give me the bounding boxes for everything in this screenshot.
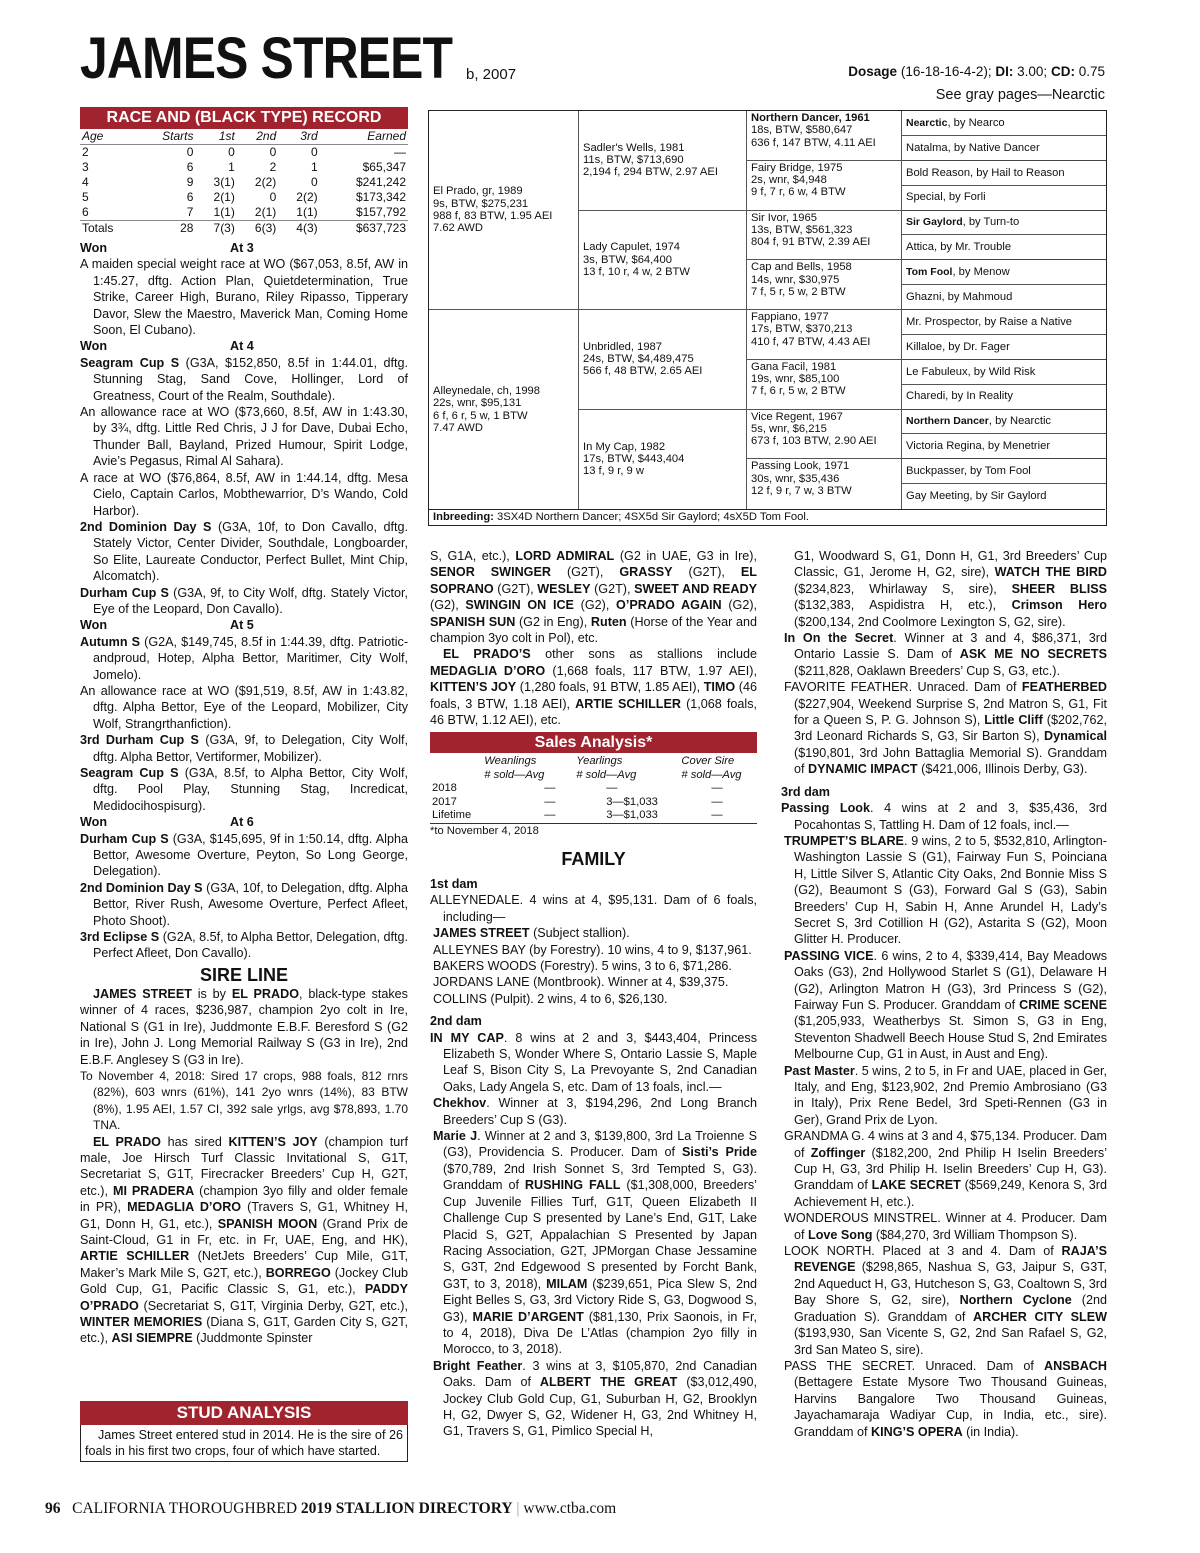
pedigree-gen4: Sir Gaylord, by Turn-to <box>902 211 1106 236</box>
race-cell: 0 <box>269 190 277 204</box>
pedigree-gen4: Northern Dancer, by Nearctic <box>902 410 1106 435</box>
sire-dam-name: Fappiano, 1977 <box>751 311 829 323</box>
pedigree-gen1: Alleynedale, ch, 1998 22s, wnr, $95,131 6 f, 6 r, 5 w, 1 BTW 7.47 AWD <box>429 310 579 509</box>
sales-col-header: # sold—Avg <box>576 768 637 781</box>
race-cell: $65,347 <box>362 160 406 174</box>
race-col-header: 1st <box>195 129 236 145</box>
pedigree-gen4: Tom Fool, by Menow <box>902 260 1106 285</box>
race-cell: 3(1) <box>213 175 235 189</box>
sales-analysis: Sales Analysis* Weanlings Yearlings Cover Sire # sold—Avg # sold—Avg # sold—Avg 2018 — — — 2017 — 3—$1,033 — Lifetime — 3—$1,033 — *to November 4, 2018 <box>430 732 757 838</box>
sales-cell: 3—$1,033 <box>606 809 658 822</box>
race-cell: 4(3) <box>278 221 319 237</box>
race-totals-row <box>80 221 408 237</box>
pedigree-gen3: Northern Dancer, 1961 18s, BTW, $580,647 636 f, 147 BTW, 4.11 AEI <box>747 111 902 161</box>
stud-analysis: STUD ANALYSIS James Street entered stud in 2014. He is the sire of 26 foals in his first two crops, four of which have started. <box>80 1401 408 1462</box>
race-col-header: 3rd <box>278 129 319 145</box>
pedigree-gen4: Natalma, by Native Dancer <box>902 136 1106 161</box>
sales-col-header: Cover Sire <box>681 755 735 768</box>
race-cell: $157,792 <box>355 205 406 219</box>
pedigree-gen4: Bold Reason, by Hail to Reason <box>902 161 1106 186</box>
sales-col-header: Weanlings <box>484 755 537 768</box>
sire-line-heading: SIRE LINE <box>199 964 288 985</box>
race-col-header: Earned <box>320 129 408 145</box>
race-row <box>80 205 408 221</box>
race-cell: 0 <box>228 145 235 159</box>
won-at-6: Won At 6 <box>80 815 254 830</box>
race-cell: 2(2) <box>254 175 277 189</box>
sire-dam-name: Passing Look, 1971 <box>751 460 850 473</box>
race-row <box>80 190 408 205</box>
won-at-3: Won At 3 <box>80 241 254 255</box>
pedigree-chart <box>428 110 1107 526</box>
race-cell: — <box>394 145 406 159</box>
race-cell: 1 <box>310 160 318 174</box>
race-cell: 6 <box>82 205 89 219</box>
race-col-header: Age <box>80 129 138 145</box>
race-cell: 2 <box>269 160 277 174</box>
race-cell: $173,342 <box>355 190 406 204</box>
sales-row <box>430 809 757 823</box>
sales-cell: — <box>606 782 618 795</box>
sales-cell: — <box>711 809 723 822</box>
sales-row <box>430 796 757 810</box>
gray-pages-note: See gray pages—Nearctic <box>935 87 1105 103</box>
race-row <box>80 175 408 190</box>
pedigree-gen3: Fappiano, 1977 17s, BTW, $370,213 410 f, 47 BTW, 4.43 AEI <box>747 310 902 360</box>
page-title: JAMES STREET <box>80 26 453 91</box>
sire-dam-name: Vice Regent, 1967 <box>751 410 843 423</box>
pedigree-gen3: Sir Ivor, 1965 13s, BTW, $561,323 804 f, 91 BTW, 2.39 AEI <box>747 211 902 261</box>
race-cell: 2(1) <box>213 190 235 204</box>
sales-cell: 2018 <box>432 782 457 795</box>
pedigree-gen3: Passing Look, 1971 30s, wnr, $35,436 12 f, 9 r, 7 w, 3 BTW <box>747 459 902 509</box>
race-cell: 9 <box>186 175 194 189</box>
race-cell: 7 <box>186 205 194 219</box>
sales-cell: 2017 <box>432 795 457 808</box>
pedigree-gen3: Cap and Bells, 1958 14s, wnr, $30,975 7 f, 5 r, 5 w, 2 BTW <box>747 260 902 310</box>
pedigree-gen4: Attica, by Mr. Trouble <box>902 235 1106 260</box>
race-cell: 1(1) <box>296 205 318 219</box>
sales-col-header <box>430 769 484 783</box>
sales-col-header: Yearlings <box>576 755 623 768</box>
middle-column: S, G1A, etc.), LORD ADMIRAL (G2 in UAE, G3 in Ire), SENOR SWINGER (G2T), GRASSY (G2T), EL SOPRANO (G2T), WESLEY (G2T), SWEET AND READY (G2), SWINGIN ON ICE (G2), O’PRADO AGAIN (G2), SPANISH SUN (G2 in Eng), Ruten (Horse of the Year and champion 3yo colt in Pol), etc. EL PRADO’S other sons as stallions include MEDAGLIA D’ORO (1,668 foals, 117 BTW, 1.97 AEI), KITTEN’S JOY (1,280 foals, 91 BTW, 1.85 AEI), TIMO (46 foals, 3 BTW, 1.18 AEI), ARTIE SCHILLER (1,068 foals, 46 BTW, 1.12 AEI), etc. Sales Analysis* Weanlings Yearlings Cover Sire # sold—Avg # sold—Avg # sold—Avg 2018 — — — 2017 — 3—$1,033 — Lifetime — 3—$1,033 — *to November 4, 2018 FAMILY 1st dam ALLEYNEDALE. 4 wins at 4, $95,131. Dam of 6 foals, including— JAMES STREET (Subject stallion). ALLEYNES BAY (by Forestry). 10 wins, 4 to 9, $137,961. BAKERS WOODS (Forestry). 5 wins, 3 to 6, $71,286. JORDANS LANE (Montbrook). Winner at 4, $39,375. COLLINS (Pulpit). 2 wins, 4 to 6, $26,130. 2nd dam IN MY CAP. 8 wins at 2 and 3, $443,404, Princess Elizabeth S, Wonder Where S, Ontario Lassie S, Maple Leaf S, Bison City S, La Prevoyante S, 2nd Canadian Oaks, Lady Angela S, etc. Dam of 13 foals, incl.— Chekhov. Winner at 3, $194,296, 2nd Long Branch Breeders’ Cup S (G3). Marie J. Winner at 2 and 3, $139,800, 3rd La Troienne S (G3), Providencia S. Producer. Dam of Sisti’s Pride ($70,789, 2nd Irish Sonnet S, 3rd Tempted S, G3). Granddam of RUSHING FALL ($1,308,000, Breeders’ Cup Juvenile Fillies Turf, G1T, Queen Elizabeth II Challenge Cup S presented by Lane’s End, G1T, Lake Placid S, G2T, Appalachian S Presented by Japan Racing Association, G2T, JPMorgan Chase Jessamine S, G3T, 2nd Edgewood S presented by Forcht Bank, G3T, to 3, 2018), MILAM ($239,651, Pica Slew S, 2nd Eight Belles S, G3, 3rd Victory Ride S, G3, Dogwood S, G3), MARIE D’ARGENT ($81,130, Prix Saonois, in Fr, to 4, 2018), Diva De L’Atlas (champion 2yo filly in Morocco, to 3, 2018). Bright Feather. 3 wins at 3, $105,870, 2nd Canadian Oaks. Dam of ALBERT THE GREAT ($3,012,490, Jockey Club Gold Cup, G1, Suburban H, G2, Brooklyn H, G2, Dwyer S, G2, Widener H, G3, 2nd Whitney H, G1, Travers S, G1, Pimlico Special H, <box>430 549 758 1439</box>
won-at-4: Won At 4 <box>80 339 254 354</box>
race-cell: 2(2) <box>296 190 318 204</box>
race-cell: 1 <box>228 160 235 174</box>
sales-cell: — <box>711 795 723 808</box>
left-column: RACE AND (BLACK TYPE) RECORD Age Starts 1st 2nd 3rd Earned 2 0 0 0 0 — 3 6 1 2 1 $65,347 4 9 3(1) 2(2) 0 $241,242 5 6 2(1) 0 2(2) $173,342 6 7 1(1) 2(1) 1(1) $157,792 Totals 28 7(3) 6(3) 4(3) $637,723 Won At 3 A maiden special weight race at WO ($67,053, 8.5f, AW in 1:45.27, dftg. Action Plan, Quietdetermination, True Strike, Career High, Burano, Riley Ripasso, Tipperary Davor, Slew the Maestro, Maverick Man, Coming Home Soon, El Cubano). Won At 4 Seagram Cup S (G3A, $152,850, 8.5f in 1:44.01, dftg. Stunning Stag, Sand Cove, Hollinger, Lord of Greatness, Court of the Realm, Southdale). An allowance race at WO ($73,660, 8.5f, AW in 1:43.30, by 3¾, dftg. Little Red Chris, J J for Dave, Dubai Echo, Thunder Ball, Bayland, Prized Humour, Spirit Lodge, Avie’s Pegasus, Rimal Al Sahara). A race at WO ($76,864, 8.5f, AW in 1:44.14, dftg. Mesa Cielo, Captain Carlos, Mobthewarrior, D’s Wando, Cold Harbor). 2nd Dominion Day S (G3A, 10f, to Don Cavallo, dftg. Stately Victor, Center Divider, Southdale, Longboarder, So Elite, Laureate Conductor, Perfect Bullet, Mint Chip, Alcomatch). Durham Cup S (G3A, 9f, to City Wolf, dftg. Stately Victor, Eye of the Leopard, Don Cavallo). Won At 5 Autumn S (G2A, $149,745, 8.5f in 1:44.39, dftg. Patrioticandproud, Hotep, Alpha Bettor, Maritimer, City Wolf, Jomelo). An allowance race at WO ($91,519, 8.5f, AW in 1:43.82, dftg. Alpha Bettor, Eye of the Leopard, Mobilizer, City Wolf, Strangrthanfiction). 3rd Durham Cup S (G3A, 9f, to Delegation, City Wolf, dftg. Alpha Bettor, Vertiformer, Mobilizer). Seagram Cup S (G3A, 8.5f, to Alpha Bettor, City Wolf, dftg. Pool Play, Stunning Stag, Incredicat, Medidocihospisurg). Won At 6 Durham Cup S (G3A, $145,695, 9f in 1:50.14, dftg. Alpha Bettor, Awesome Overture, Peyton, So Long George, Delegation). 2nd Dominion Day S (G3A, 10f, to Delegation, dftg. Alpha Bettor, River Rush, Awesome Overture, Perfect Afleet, Photo Shoot). 3rd Eclipse S (G2A, 8.5f, to Alpha Bettor, Delegation, dftg. Perfect Afleet, Don Cavallo). SIRE LINE JAMES STREET is by EL PRADO, black-type stakes winner of 4 races, $236,987, champion 2yo colt in Ire, National S (G1 in Ire), Juddmonte E.B.F. Beresford S (G2 in Ire), John J. Long Memorial Railway S (G3 in Ire), 2nd E.B.F. Anglesey S (G3 in Ire). To November 4, 2018: Sired 17 crops, 988 foals, 812 rnrs (82%), 603 wnrs (61%), 141 2yo wnrs (14%), 83 BTW (8%), 1.95 AEI, 1.57 CI, 392 sale yrlgs, avg $78,893, 1.70 TNA. EL PRADO has sired KITTEN’S JOY (champion turf male, Joe Hirsch Turf Classic Invitational S, G1T, Secretariat S, G1T, Firecracker Breeders’ Cup H, G2T, etc.), MI PRADERA (champion 3yo filly and older female in PR), MEDAGLIA D’ORO (Travers S, G1, Whitney H, G1, Donn H, G1, etc.), SPANISH MOON (Grand Prix de Saint-Cloud, G1 in Fr, etc. in Fr, UAE, Eng, and HK), ARTIE SCHILLER (NetJets Breeders’ Cup Mile, G1T, Maker’s Mark Mile S, G2T, etc.), BORREGO (Jockey Club Gold Cup, G1, Pacific Classic S, G1, etc.), PADDY O’PRADO (Secretariat S, G1T, Virginia Derby, G2T, etc.), WINTER MEMORIES (Diana S, G1T, Garden City S, G2T, etc.), ASI SIEMPRE (Juddmonte Spinster <box>80 109 409 1346</box>
sales-col-header: # sold—Avg <box>681 768 742 781</box>
race-cell: 0 <box>310 175 318 189</box>
sire-dam-name: Sir Ivor, 1965 <box>751 211 817 224</box>
pedigree-gen4: Nearctic, by Nearco <box>902 111 1106 136</box>
race-cell: 3 <box>82 160 89 174</box>
sales-col-header <box>430 755 484 769</box>
race-col-header: 2nd <box>237 129 278 145</box>
sales-row <box>430 782 757 796</box>
sales-cell: — <box>711 782 723 795</box>
race-cell: 6 <box>186 190 194 204</box>
pedigree-gen2: Lady Capulet, 1974 3s, BTW, $64,400 13 f, 10 r, 4 w, 2 BTW <box>579 211 747 311</box>
race-cell: 28 <box>138 221 196 237</box>
sales-col-header: # sold—Avg <box>484 768 545 781</box>
pedigree-gen3: Vice Regent, 1967 5s, wnr, $6,215 673 f, 103 BTW, 2.90 AEI <box>747 410 902 460</box>
page-footer: 96 CALIFORNIA THOROUGHBRED 2019 STALLION DIRECTORY | www.ctba.com <box>45 1500 617 1517</box>
pedigree-gen3: Fairy Bridge, 1975 2s, wnr, $4,948 9 f, 7 r, 6 w, 4 BTW <box>747 161 902 211</box>
pedigree-gen1: El Prado, gr, 1989 9s, BTW, $275,231 988 f, 83 BTW, 1.95 AEI 7.62 AWD <box>429 111 579 310</box>
pedigree-gen4: Charedi, by In Reality <box>902 385 1106 410</box>
sire-dam-name: Gana Facil, 1981 <box>751 360 837 373</box>
sales-cell: — <box>544 809 556 822</box>
pedigree-gen4: Le Fabuleux, by Wild Risk <box>902 360 1106 385</box>
race-col-header: Starts <box>138 129 196 145</box>
race-cell: 2(1) <box>254 205 277 219</box>
race-cell: Totals <box>80 221 138 237</box>
race-cell: 4 <box>82 175 89 189</box>
pedigree-gen3: Gana Facil, 1981 19s, wnr, $85,100 7 f, 6 r, 5 w, 2 BTW <box>747 360 902 410</box>
race-row <box>80 160 408 175</box>
pedigree-gen4: Special, by Forli <box>902 186 1106 211</box>
family-heading: FAMILY <box>561 848 626 869</box>
pedigree-gen4: Victoria Regina, by Menetrier <box>902 434 1106 459</box>
sales-cell: — <box>544 782 556 795</box>
sire-dam-name: Northern Dancer, 1961 <box>751 112 870 124</box>
race-cell: 5 <box>82 190 89 204</box>
race-cell: 6 <box>186 160 194 174</box>
pedigree-gen4: Killaloe, by Dr. Fager <box>902 335 1106 360</box>
subtitle: b, 2007 <box>466 66 517 83</box>
race-cell: $637,723 <box>320 221 408 237</box>
sire-dam-name: Fairy Bridge, 1975 <box>751 161 843 174</box>
right-column: G1, Woodward S, G1, Donn H, G1, 3rd Breeders’ Cup Classic, G1, Jerome H, G2, sire), WATCH THE BIRD ($234,823, Whirlaway S, sire), SHEER BLISS ($132,383, Aspidistra H, etc.), Crimson Hero ($200,134, 2nd Coolmore Lexington S, G2, sire). In On the Secret. Winner at 3 and 4, $86,371, 3rd Ontario Lassie S. Dam of ASK ME NO SECRETS ($211,828, Oaklawn Breeders’ Cup S, G3, etc.). FAVORITE FEATHER. Unraced. Dam of FEATHERBED ($227,904, Weekend Surprise S, 2nd Matron S, G1, Fit for a Queen S, P. G. Johnson S), Little Cliff ($202,762, 3rd Leonard Richards S, G3, Sir Barton S), Dynamical ($190,801, 3rd John Battaglia Memorial S). Granddam of DYNAMIC IMPACT ($421,006, Illinois Derby, G3). 3rd dam Passing Look. 4 wins at 2 and 3, $35,436, 3rd Pocahontas S, Tattling H. Dam of 12 foals, incl.— TRUMPET’S BLARE. 9 wins, 2 to 5, $532,810, Arlington-Washington Lassie S (G1), Fairway Fun S, Poinciana H, Little Silver S, Atlantic City Oaks, 2nd Bonnie Miss S (G2), Beaumont S (G3), Forward Gal S (G3), Sabin Breeders’ Cup H, Sabin H, Anne Arundel H, Lady’s Secret S, 3rd Cotillion H (G2), Astarita S (G2), Moon Glitter H. Producer. PASSING VICE. 6 wins, 2 to 4, $339,414, Bay Meadows Oaks (G3), 2nd Hollywood Starlet S (G1), Delaware H (G2), Arlington Matron H (G3), 3rd Princess S (G2), Fairway Fun S. Producer. Granddam of CRIME SCENE ($1,205,933, Weatherbys St. Simon S, G3 in Eng, Steventon Shadwell Beech House Stud S, 2nd Emirates Melbourne Cup, G1 in Aust, in Aust and Eng). Past Master. 5 wins, 2 to 5, in Fr and UAE, placed in Ger, Italy, and Eng, $123,902, 2nd Premio Ambrosiano (G3 in Italy), Prix Rene Bedel, 3rd Speti-Rennen (G3 in Ger), Grand Prix de Lyon. GRANDMA G. 4 wins at 3 and 4, $75,134. Producer. Dam of Zoffinger ($182,200, 2nd Philip H Iselin Breeders’ Cup H, G3, 3rd Philip H. Iselin Breeders’ Cup H, G3). Granddam of LAKE SECRET ($569,249, Kenora S, 3rd Achievement H, etc.). WONDEROUS MINSTREL. Winner at 4. Producer. Dam of Love Song ($84,270, 3rd William Thompson S). LOOK NORTH. Placed at 3 and 4. Dam of RAJA’S REVENGE ($298,865, Nashua S, G3, Jaipur S, G3T, 2nd Aqueduct H, G3, Hutcheson S, G3, Coaltown S, 3rd Bay Shore S, G2, sire), Northern Cyclone (2nd Graduation S). Granddam of ARCHER CITY SLEW ($193,930, San Vicente S, G2, 2nd San Rafael S, G2, 3rd San Mateo S, sire). PASS THE SECRET. Unraced. Dam of ANSBACH (Bettagere Estate Mysore Two Thousand Guineas, Harvins Bangalore Two Thousand Guineas, Jayachamaraja Wadiyar Cup, in India, etc., sire). Granddam of KING’S OPERA (in India). <box>781 549 1108 1439</box>
pedigree-gen4: Gay Meeting, by Sir Gaylord <box>906 490 1047 503</box>
race-cell: 0 <box>186 145 194 159</box>
race-cell: 6(3) <box>237 221 278 237</box>
race-record-header: RACE AND (BLACK TYPE) RECORD <box>80 107 408 129</box>
inbreeding-note: Inbreeding: 3SX4D Northern Dancer; 4SX5d Sir Gaylord; 4sX5D Tom Fool. <box>429 509 1105 525</box>
race-cell: 1(1) <box>213 205 235 219</box>
race-cell: 7(3) <box>195 221 236 237</box>
sire-dam-name: Cap and Bells, 1958 <box>751 261 852 274</box>
pedigree-gen2: Sadler's Wells, 1981 11s, BTW, $713,690 2,194 f, 294 BTW, 2.97 AEI <box>579 111 747 211</box>
pedigree-gen2: In My Cap, 1982 17s, BTW, $443,404 13 f, 9 r, 9 w <box>579 410 747 510</box>
won-at-5: Won At 5 <box>80 618 254 633</box>
pedigree-gen2: Unbridled, 1987 24s, BTW, $4,489,475 566 f, 48 BTW, 2.65 AEI <box>579 310 747 410</box>
race-cell: 2 <box>82 145 89 159</box>
dosage: Dosage (16-18-16-4-2); DI: 3.00; CD: 0.75 <box>848 64 1105 79</box>
sales-cell: — <box>544 795 556 808</box>
sales-cell: 3—$1,033 <box>606 795 658 808</box>
pedigree-gen4: Ghazni, by Mahmoud <box>902 285 1106 310</box>
sales-cell: Lifetime <box>432 809 472 822</box>
race-row <box>80 145 408 161</box>
race-cell: 0 <box>310 145 318 159</box>
race-cell: 0 <box>269 145 277 159</box>
pedigree-gen4: Buckpasser, by Tom Fool <box>902 459 1106 484</box>
pedigree-gen4: Mr. Prospector, by Raise a Native <box>902 310 1106 335</box>
sire-line-text: JAMES STREET is by EL PRADO, black-type stakes winner of 4 races, $236,987, champion 2yo colt in Ire, National S (G1 in Ire), Juddmonte E.B.F. Beresford S (G2 in Ire), John J. Long Memorial Railway S (G3 in Ire), 2nd E.B.F. Anglesey S (G3 in Ire). To November 4, 2018: Sired 17 crops, 988 foals, 812 rnrs (82%), 603 wnrs (61%), 141 2yo wnrs (14%), 83 BTW (8%), 1.95 AEI, 1.57 CI, 392 sale yrlgs, avg $78,893, 1.70 TNA. EL PRADO has sired KITTEN’S JOY (champion turf male, Joe Hirsch Turf Classic Invitational S, G1T, Secretariat S, G1T, Firecracker Breeders’ Cup H, G2T, etc.), MI PRADERA (champion 3yo filly and older female in PR), MEDAGLIA D’ORO (Travers S, G1, Whitney H, G1, Donn H, G1, etc.), SPANISH MOON (Grand Prix de Saint-Cloud, G1 in Fr, etc. in Fr, UAE, Eng, and HK), ARTIE SCHILLER (NetJets Breeders’ Cup Mile, G1T, Maker’s Mark Mile S, G2T, etc.), BORREGO (Jockey Club Gold Cup, G1, Pacific Classic S, G1, etc.), PADDY O’PRADO (Secretariat S, G1T, Virginia Derby, G2T, etc.), WINTER MEMORIES (Diana S, G1T, Garden City S, G2T, etc.), ASI SIEMPRE (Juddmonte Spinster <box>80 986 409 1346</box>
race-cell: $241,242 <box>355 175 406 189</box>
race-record-table <box>80 129 408 236</box>
